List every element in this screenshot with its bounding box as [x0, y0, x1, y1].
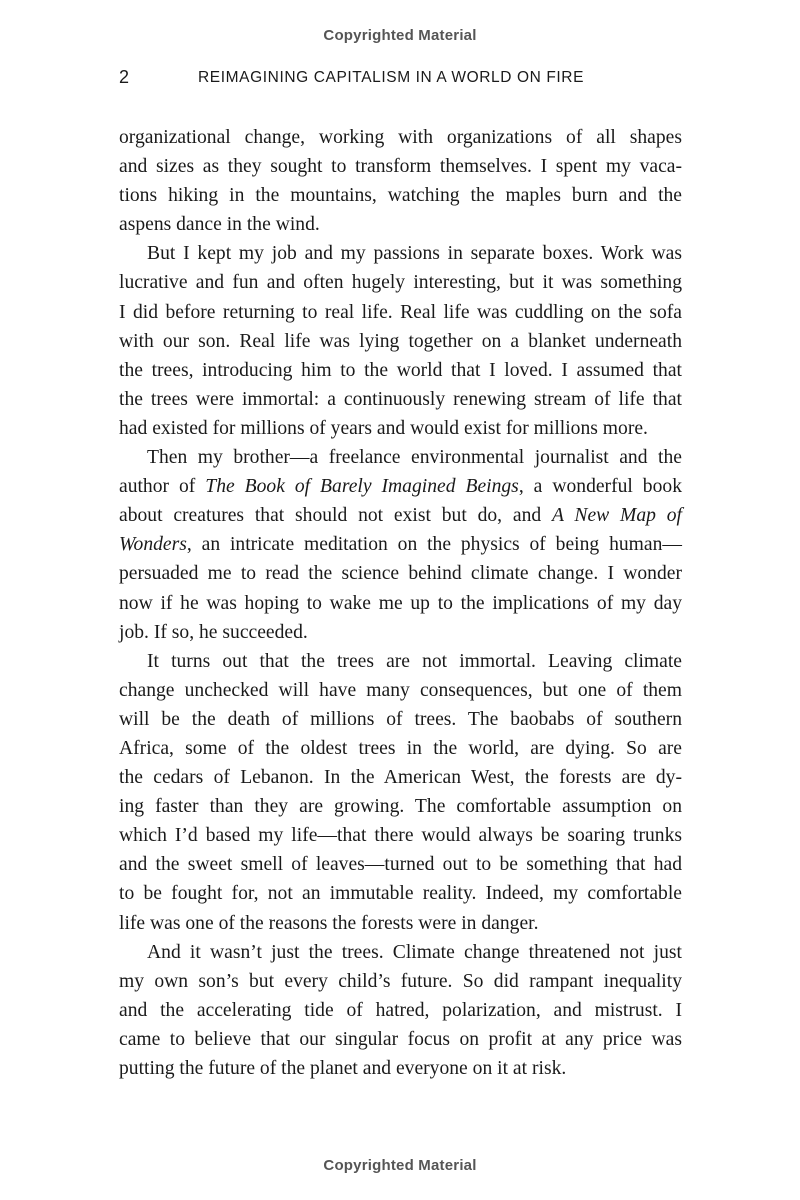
text-line: life was one of the reasons the forests were in danger.	[119, 912, 539, 934]
paragraph-3	[119, 443, 682, 647]
text-line: tions hiking in the mountains, watching the maples burn and the	[119, 185, 682, 207]
book-title: Wonders	[119, 534, 187, 556]
text-line: aspens dance in the wind.	[119, 214, 320, 236]
paragraph-1	[119, 123, 682, 239]
text-line: But I kept my job and my passions in separate boxes. Work was	[147, 243, 682, 265]
text-line: putting the future of the planet and everyone on it at risk.	[119, 1058, 567, 1079]
text-run: , a wonderful book	[518, 476, 682, 498]
paragraph-2	[119, 239, 682, 443]
book-title: A New Map of	[551, 505, 682, 527]
text-line: had existed for millions of years and would exist for millions more.	[119, 417, 648, 439]
text-line: and the sweet smell of leaves—turned out to be something that had	[119, 854, 682, 876]
text-line: the trees were immortal: a continuously renewing stream of life that	[119, 388, 682, 410]
text-line: ing faster than they are growing. The comfortable assumption on	[119, 796, 682, 818]
running-header	[119, 67, 682, 91]
page-number: 2	[119, 67, 130, 87]
text-line: persuaded me to read the science behind climate change. I wonder	[119, 563, 682, 585]
running-title: REIMAGINING CAPITALISM IN A WORLD ON FIRE	[198, 69, 585, 86]
text-line: to be fought for, not an immutable reality. Indeed, my comfortable	[119, 883, 682, 905]
text-line: lucrative and fun and often hugely interesting, but it was something	[119, 272, 682, 294]
paragraph-4	[119, 647, 682, 938]
text-line: which I’d based my life—that there would always be soaring trunks	[119, 825, 682, 847]
text-line: now if he was hoping to wake me up to the implications of my day	[119, 592, 682, 614]
text-line: job. If so, he succeeded.	[119, 621, 308, 643]
text-line: and sizes as they sought to transform themselves. I spent my vaca-	[119, 156, 682, 178]
text-line: Africa, some of the oldest trees in the world, are dying. So are	[119, 737, 682, 759]
text-line: my own son’s but every child’s future. So did rampant inequality	[119, 970, 682, 992]
text-line: will be the death of millions of trees. The baobabs of southern	[119, 708, 682, 730]
text-line: with our son. Real life was lying together on a blanket underneath	[119, 330, 682, 352]
text-line: It turns out that the trees are not immortal. Leaving climate	[147, 650, 682, 672]
body-text	[119, 123, 682, 1083]
text-line: and the accelerating tide of hatred, polarization, and mistrust. I	[119, 999, 682, 1021]
book-title: The Book of Barely Imagined Beings	[205, 476, 519, 498]
paragraph-5	[119, 938, 682, 1083]
text-line: change unchecked will have many consequences, but one of them	[119, 679, 682, 701]
text-line	[119, 530, 682, 559]
text-line: the trees, introducing him to the world that I loved. I assumed that	[119, 359, 682, 381]
text-line: I did before returning to real life. Real life was cuddling on the sofa	[119, 301, 682, 323]
text-line	[119, 472, 682, 501]
text-run: author of	[119, 476, 206, 498]
text-run: , an intricate meditation on the physics of being human—	[186, 534, 682, 556]
text-line	[119, 501, 682, 530]
text-run: about creatures that should not exist but do, and	[119, 505, 552, 527]
copyright-watermark-top: Copyrighted Material	[323, 27, 477, 44]
text-line: organizational change, working with organizations of all shapes	[119, 127, 682, 148]
text-line: came to believe that our singular focus on profit at any price was	[119, 1028, 682, 1050]
text-line: Then my brother—a freelance environmental journalist and the	[147, 447, 682, 469]
text-line: the cedars of Lebanon. In the American West, the forests are dy-	[119, 767, 682, 789]
text-line: And it wasn’t just the trees. Climate change threatened not just	[147, 941, 682, 963]
copyright-watermark-bottom: Copyrighted Material	[323, 1157, 477, 1174]
